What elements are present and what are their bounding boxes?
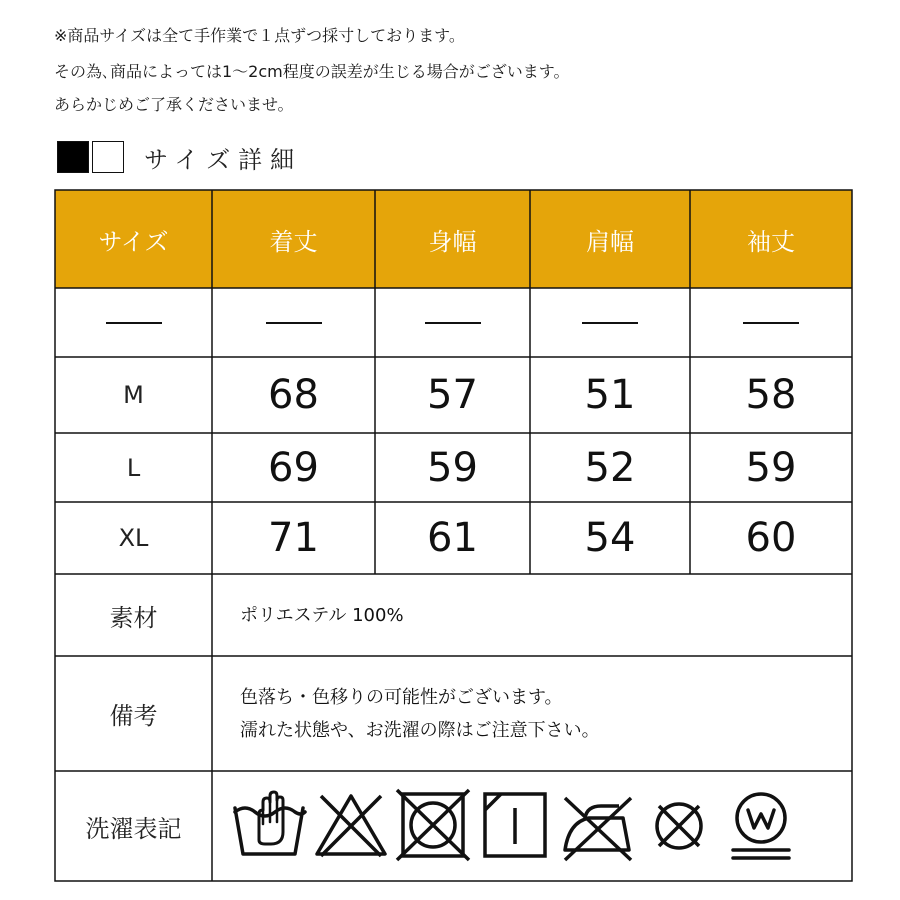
dash-mark bbox=[582, 322, 638, 324]
value-cell: 69 bbox=[268, 444, 319, 491]
care-icons bbox=[212, 771, 852, 881]
dash-cell bbox=[55, 288, 212, 357]
line-dry-icon bbox=[474, 788, 556, 864]
size-label-m: M bbox=[123, 381, 144, 409]
dash-cell bbox=[212, 288, 375, 357]
value-cell: 54 bbox=[584, 515, 636, 561]
remarks-label: 備考 bbox=[109, 702, 158, 730]
dash-mark bbox=[106, 322, 162, 324]
note-line-3: あらかじめご了承くださいませ。 bbox=[54, 95, 294, 114]
value-cell: 51 bbox=[584, 372, 636, 418]
value-cell: 57 bbox=[427, 372, 478, 418]
remarks-line-2: 濡れた状態や、お洗濯の際はご注意下さい。 bbox=[240, 719, 600, 741]
section-title: サイズ詳細 bbox=[144, 145, 303, 174]
no-iron-icon bbox=[556, 788, 638, 864]
value-cell: 60 bbox=[745, 515, 797, 561]
header-size: サイズ bbox=[98, 227, 169, 256]
value-cell: 61 bbox=[427, 515, 478, 561]
wet-clean-icon bbox=[720, 788, 802, 864]
material-value: ポリエステル 100% bbox=[240, 604, 404, 626]
hand-wash-icon bbox=[228, 788, 310, 864]
care-label: 洗濯表記 bbox=[85, 814, 182, 843]
no-bleach-icon bbox=[310, 788, 392, 864]
size-label-xl: XL bbox=[118, 524, 149, 552]
value-cell: 59 bbox=[427, 444, 478, 491]
header-shoulder: 肩幅 bbox=[586, 227, 634, 256]
no-dry-clean-icon bbox=[638, 788, 720, 864]
material-label: 素材 bbox=[109, 603, 158, 632]
remarks-value bbox=[212, 656, 852, 771]
dash-cell bbox=[530, 288, 690, 357]
note-line-2: その為､商品によっては1～2cm程度の誤差が生じる場合がございます。 bbox=[54, 62, 570, 81]
dash-cell bbox=[375, 288, 530, 357]
size-label-l: L bbox=[126, 453, 141, 482]
value-cell: 52 bbox=[584, 444, 636, 491]
header-width: 身幅 bbox=[428, 227, 477, 256]
value-cell: 59 bbox=[745, 444, 797, 491]
header-length: 着丈 bbox=[269, 227, 318, 256]
value-cell: 58 bbox=[745, 372, 797, 418]
dash-mark bbox=[743, 322, 799, 324]
dash-mark bbox=[425, 322, 481, 324]
note-line-1: ※商品サイズは全て手作業で１点ずつ採寸しております。 bbox=[54, 26, 465, 45]
no-tumble-dry-icon bbox=[392, 788, 474, 864]
value-cell: 68 bbox=[268, 372, 319, 418]
remarks-line-1: 色落ち・色移りの可能性がございます。 bbox=[240, 686, 563, 708]
value-cell: 71 bbox=[268, 515, 319, 561]
dash-mark bbox=[266, 322, 322, 324]
dash-cell bbox=[690, 288, 852, 357]
header-sleeve: 袖丈 bbox=[747, 227, 795, 256]
